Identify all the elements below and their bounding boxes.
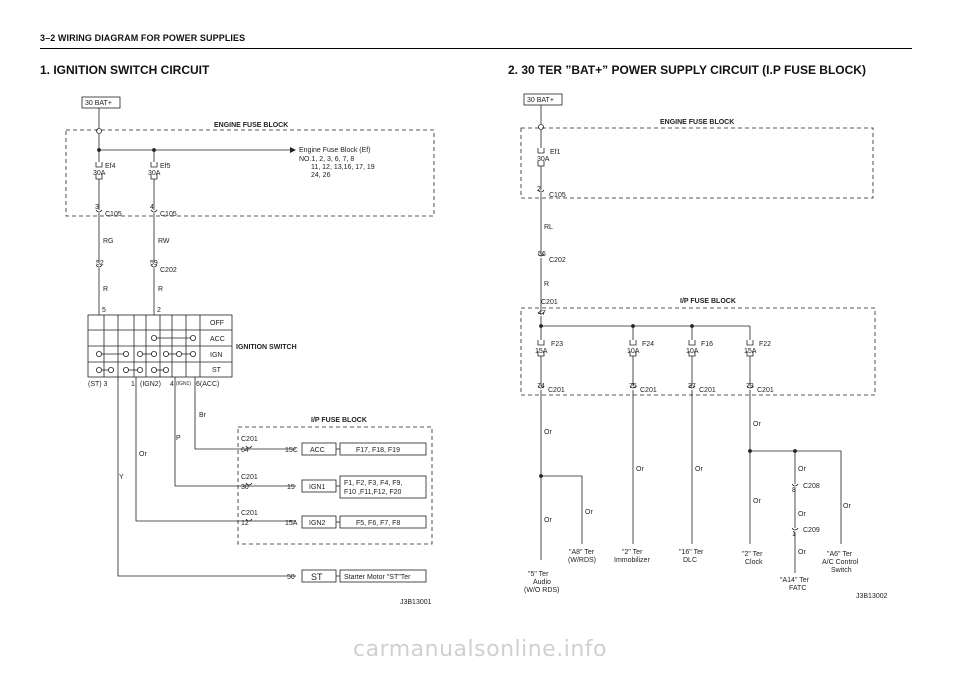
f16-amp: 10A — [686, 348, 699, 355]
ip-fuse-block-left — [238, 427, 432, 544]
diagram-code-right: J3B13002 — [856, 593, 888, 600]
t-clock-2: Clock — [745, 559, 763, 566]
pin-4: 4 — [150, 204, 154, 211]
pin-52: 52 — [96, 260, 104, 267]
f22-amp: 15A — [744, 348, 757, 355]
f23-amp: 15A — [535, 348, 548, 355]
t-dlc-1: "16" Ter — [679, 549, 704, 556]
t-dlc-2: DLC — [683, 557, 698, 564]
c105-label-b: C105 — [160, 211, 177, 218]
or-label-6: Or — [753, 421, 761, 428]
ip-fuse-block-label-left: I/P FUSE BLOCK — [311, 417, 367, 424]
ef-note-line-2: NO.1, 2, 3, 6, 7, 8 — [299, 156, 355, 163]
c105-label-right: C105 — [549, 192, 566, 199]
wire-r-1: R — [103, 286, 109, 293]
switch-ign: IGN — [210, 352, 223, 359]
pin-2: 2 — [157, 307, 161, 314]
c201-label-top: C201 — [541, 299, 558, 306]
t-clock-1: "2" Ter — [742, 551, 763, 558]
c209-label: C209 — [803, 527, 820, 534]
wire-rds — [541, 476, 582, 544]
fuse-f22 — [747, 326, 753, 386]
pin-1: 1 — [792, 531, 796, 538]
diagram-code-left: J3B13001 — [400, 599, 432, 606]
engine-fuse-block-right — [521, 128, 873, 198]
fuse-ef4-label: Ef4 — [105, 163, 116, 170]
fuse-f16 — [689, 326, 695, 386]
pin-12: 12 — [241, 520, 249, 527]
fuses-ign2: F5, F6, F7, F8 — [356, 520, 401, 527]
c105-label-a: C105 — [105, 211, 122, 218]
t-audio-2: Audio — [533, 579, 551, 586]
pin-8: 8 — [792, 487, 796, 494]
c201-label-c: C201 — [241, 510, 258, 517]
fuse-ef4-amp: 30A — [93, 170, 106, 177]
or-label-10: Or — [798, 549, 806, 556]
engine-fuse-block-label-right: ENGINE FUSE BLOCK — [660, 119, 735, 126]
conn-c208 — [792, 484, 798, 486]
or-label-1: Or — [544, 429, 552, 436]
wire-r-right: R — [544, 281, 550, 288]
t-rds-1: "A8" Ter — [569, 549, 595, 556]
arrow-ef-left — [290, 147, 296, 153]
page-header: 3–2 WIRING DIAGRAM FOR POWER SUPPLIES — [40, 33, 246, 43]
c202-label-right: C202 — [549, 257, 566, 264]
ef-note-line-4: 24, 26 — [311, 172, 331, 179]
c208-label: C208 — [803, 483, 820, 490]
pin-30: 30 — [241, 484, 249, 491]
box-st-label: ST — [311, 572, 323, 582]
or-label-5: Or — [695, 466, 703, 473]
fuses-acc: F17, F18, F19 — [356, 447, 400, 454]
t-audio-3: (W/O RDS) — [524, 587, 560, 594]
or-label-11: Or — [843, 503, 851, 510]
t-ac-2: A/C Control — [822, 559, 859, 566]
t-immo-1: "2" Ter — [622, 549, 643, 556]
pin-64: 64 — [241, 447, 249, 454]
fuse-ef1 — [538, 148, 544, 153]
conn-c209 — [792, 528, 798, 530]
num-15: 15 — [287, 484, 295, 491]
t-fatc-1: "A14" Ter — [780, 577, 809, 584]
bat-terminal-right — [539, 125, 544, 130]
c202-label-left: C202 — [160, 267, 177, 274]
bat-terminal-left — [97, 129, 102, 134]
t-immo-2: Immobilizer — [614, 557, 650, 564]
t-ac-1: "A6" Ter — [827, 551, 853, 558]
f24-label: F24 — [642, 341, 655, 348]
pin-75: 75 — [629, 383, 637, 390]
fuse-f23 — [538, 326, 544, 386]
pin-2-right: 2 — [537, 186, 541, 193]
c201-label-a: C201 — [241, 436, 258, 443]
wire-r-2: R — [158, 286, 164, 293]
bat-label-left: 30 BAT+ — [85, 100, 112, 107]
term-ign2: (IGN2) — [140, 381, 161, 388]
wire-or-label-left: Or — [139, 451, 147, 458]
c201-label-b: C201 — [241, 474, 258, 481]
pin-47: 47 — [538, 310, 546, 317]
box-ign2-label: IGN2 — [309, 520, 326, 527]
ignition-switch-label: IGNITION SWITCH — [236, 344, 297, 351]
fuse-ef1-label: Ef1 — [550, 149, 561, 156]
t-rds-2: (W/RDS) — [568, 557, 596, 564]
fuse-ef5-label: Ef5 — [160, 163, 171, 170]
c201-f22: C201 — [757, 387, 774, 394]
wire-rg: RG — [103, 238, 114, 245]
pin-59: 59 — [150, 260, 158, 267]
wire-br-label: Br — [199, 412, 206, 419]
or-label-8: Or — [798, 466, 806, 473]
term-ign1: (IGN1) — [176, 381, 191, 387]
pin-56: 56 — [538, 251, 546, 258]
ignition-switch-grid — [88, 315, 232, 377]
c201-f23: C201 — [548, 387, 565, 394]
ef-note-line-1: Engine Fuse Block (Ef) — [299, 147, 371, 154]
switch-off: OFF — [210, 320, 224, 327]
pin-3: 3 — [95, 204, 99, 211]
engine-fuse-block-label-left: ENGINE FUSE BLOCK — [214, 122, 289, 129]
term-acc: 6(ACC) — [196, 381, 220, 388]
wire-p — [175, 377, 296, 486]
t-audio-1: "5" Ter — [528, 571, 549, 578]
num-15c: 15C — [285, 447, 298, 454]
pin-73: 73 — [746, 383, 754, 390]
term-4: 4 — [170, 381, 174, 388]
c201-f16: C201 — [699, 387, 716, 394]
switch-acc: ACC — [210, 336, 225, 343]
bat-label-right: 30 BAT+ — [527, 97, 554, 104]
or-label-7: Or — [753, 498, 761, 505]
pin-37: 37 — [688, 383, 696, 390]
right-diagram — [521, 94, 888, 600]
fuse-f24 — [630, 326, 636, 386]
box-ign1-label: IGN1 — [309, 484, 326, 491]
fuse-ef4 — [96, 162, 102, 167]
fuses-ign1-line-1: F1, F2, F3, F4, F9, — [344, 480, 403, 487]
ef-note-line-3: 11, 12, 13,16, 17, 19 — [311, 164, 375, 171]
ignition-switch-circuit-title: 1. IGNITION SWITCH CIRCUIT — [40, 63, 210, 77]
or-label-4: Or — [636, 466, 644, 473]
engine-fuse-block-left — [66, 130, 434, 216]
or-label-3: Or — [585, 509, 593, 516]
f24-amp: 10A — [627, 348, 640, 355]
num-15a: 15A — [285, 520, 298, 527]
watermark: carmanualsonline.info — [353, 637, 607, 662]
box-acc-label: ACC — [310, 447, 325, 454]
wire-y — [118, 377, 296, 576]
f22-label: F22 — [759, 341, 772, 348]
f23-label: F23 — [551, 341, 564, 348]
wire-p-label: P — [176, 435, 181, 442]
fuse-ef5-amp: 30A — [148, 170, 161, 177]
or-label-2: Or — [544, 517, 552, 524]
fuses-ign1-line-2: F10 ,F11,F12, F20 — [344, 489, 402, 496]
wire-y-label: Y — [119, 474, 124, 481]
switch-st: ST — [212, 367, 221, 374]
left-diagram — [66, 97, 434, 606]
term-1: 1 — [131, 381, 135, 388]
t-ac-3: Switch — [831, 567, 852, 574]
fuse-ef5 — [151, 162, 157, 167]
fuse-ef1-amp: 30A — [537, 156, 550, 163]
num-50: 50 — [287, 574, 295, 581]
wire-rl: RL — [544, 224, 553, 231]
t-fatc-2: FATC — [789, 585, 807, 592]
pin-5: 5 — [102, 307, 106, 314]
wire-rw: RW — [158, 238, 170, 245]
pin-74: 74 — [537, 383, 545, 390]
f16-label: F16 — [701, 341, 714, 348]
starter-motor: Starter Motor "ST"Ter — [344, 574, 411, 581]
bat-power-supply-title: 2. 30 TER ”BAT+” POWER SUPPLY CIRCUIT (I.P FUSE BLOCK) — [508, 63, 866, 77]
c201-f24: C201 — [640, 387, 657, 394]
term-st: (ST) 3 — [88, 381, 108, 388]
ip-fuse-block-label-right: I/P FUSE BLOCK — [680, 298, 736, 305]
or-label-9: Or — [798, 511, 806, 518]
